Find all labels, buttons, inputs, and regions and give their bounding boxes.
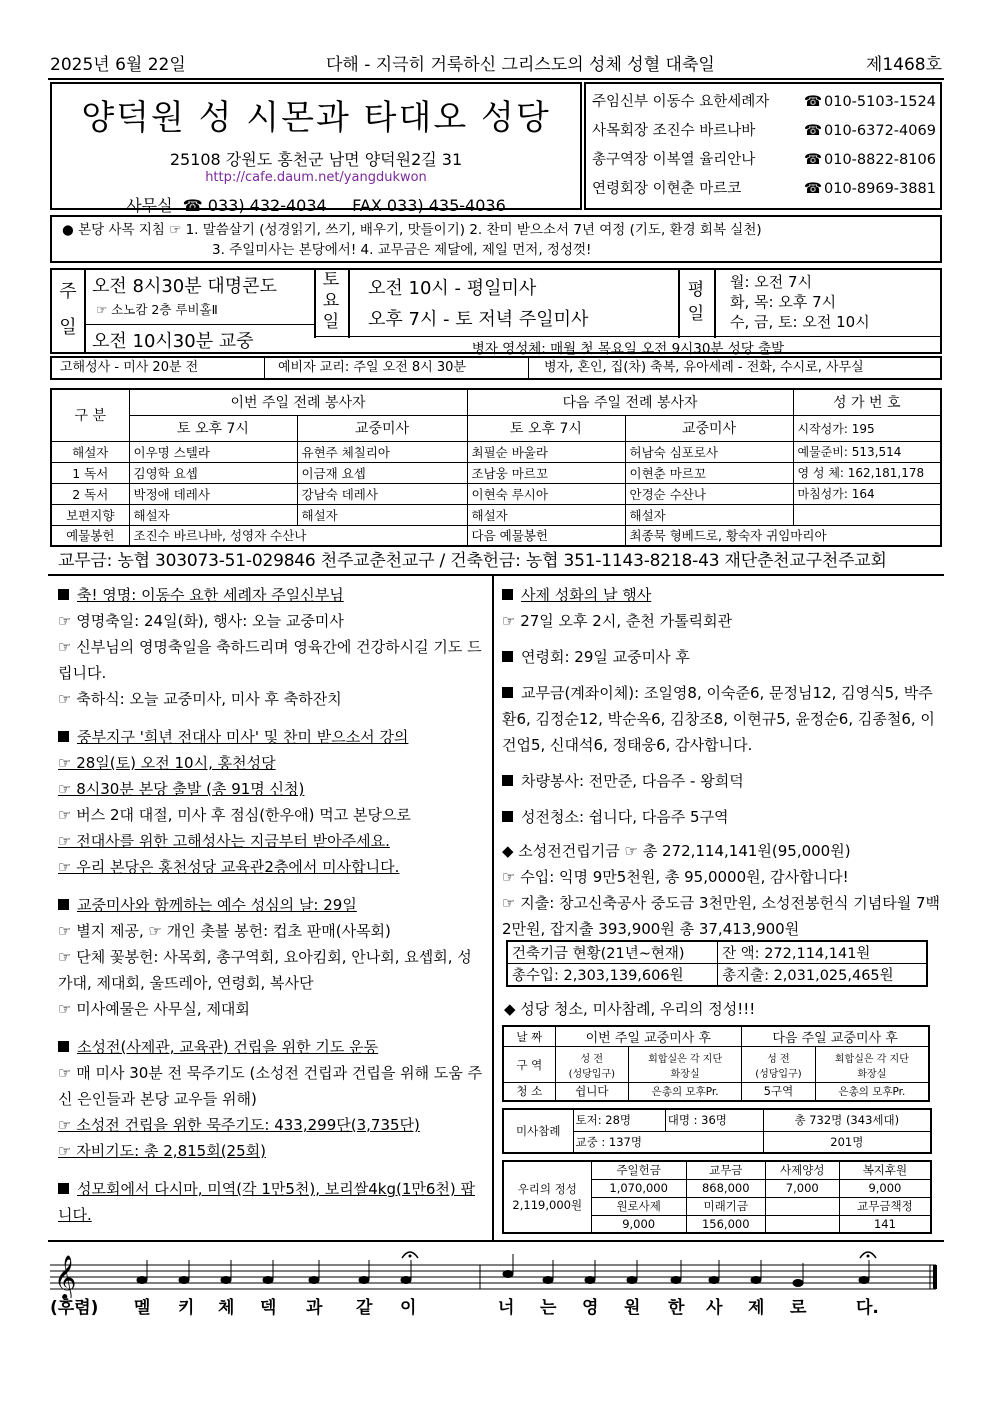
office-phone: 033) 432-4034 bbox=[207, 196, 327, 215]
section-building-fund: ◆ 소성전건립기금 ☞ 총 272,114,141원(95,000원) bbox=[502, 842, 851, 860]
feast-title: 다해 - 지극히 거룩하신 그리스도의 성체 성혈 대축일 bbox=[326, 55, 715, 75]
phone-icon: ☎ bbox=[804, 152, 823, 168]
church-info-box bbox=[50, 82, 582, 215]
section-jubilee: 중부지구 '희년 전대사 미사' 및 찬미 받으소서 강의 bbox=[58, 724, 486, 750]
saturday-label: 토 요 일 bbox=[322, 270, 340, 332]
building-fund-table: 건축기금 현황(21년~현재) 잔 액: 272,114,141원 총수입: 2,303,139,606원 총지출: 2,031,025,465원 bbox=[506, 940, 928, 987]
roster-next-week: 다음 주일 전례 봉사자 bbox=[467, 389, 793, 415]
sunday-mass-2: 오전 10시30분 교중 bbox=[92, 331, 254, 352]
sunday-label: 주 일 bbox=[59, 281, 77, 338]
music-staff bbox=[50, 1248, 942, 1298]
phone-icon: ☎ bbox=[804, 181, 823, 197]
contact-row: 주임신부 이동수 요한세례자 ☎ 010-5103-1524 bbox=[592, 88, 934, 117]
table-row: 예물봉헌 조진수 바르나바, 성영자 수산나 다음 예물봉헌 최종묵 형베드로, 황숙자 귀임마리아 bbox=[51, 525, 941, 546]
phone-icon: ☎ bbox=[182, 196, 203, 215]
saturday-mass-1: 오전 10시 - 평일미사 bbox=[368, 278, 537, 299]
right-column: 사제 성화의 날 행사 ☞ 27일 오후 2시, 춘천 가톨릭회관 연령회: 29일 교중미사 후 교무금(계좌이체): 조일영8, 이숙준6, 문정님12, 김영식5, 박주환6, 김정순12, 박순옥6, 김창조8, 이현규5, 윤정순6, 김종철6, 이건업5, 신대석6, 정태웅6, 감사합니다. 차량봉사: 전만준, 다음주 - 왕희덕 성전청소: 쉽니다, 다음주 5구역 ◆ 소성전건립기금 ☞ 총 272,114,141원(95,000원) ☞ 수입: 익명 9만5천원, 총 95,0000원, 감사합니다! ☞ 지출: 창고신축공사 중도금 3천만원, 소성전봉헌식 기념타월 7백2만원, 잡지출 393,900원 총 37,413,900원 bbox=[502, 582, 942, 942]
section-prayer-campaign: 소성전(사제관, 교육관) 건립을 위한 기도 운동 bbox=[58, 1034, 486, 1060]
phone-icon: ☎ bbox=[804, 123, 823, 139]
hymn-entry: 시작성가: 195 bbox=[793, 415, 941, 441]
music-rule bbox=[48, 1240, 944, 1242]
section-cleaning: 성전청소: 쉽니다, 다음주 5구역 bbox=[502, 804, 942, 830]
header-rule bbox=[48, 78, 944, 80]
sacrament-info bbox=[50, 356, 942, 380]
accounts-rule bbox=[48, 574, 944, 576]
contacts-box bbox=[584, 82, 942, 210]
church-address: 25108 강원도 홍천군 남면 양덕원2길 31 bbox=[169, 150, 463, 169]
pastoral-guidelines bbox=[50, 215, 942, 263]
contact-row: 총구역장 이복열 율리안나 ☎ 010-8822-8106 bbox=[592, 146, 934, 175]
church-website[interactable]: http://cafe.daum.net/yangdukwon bbox=[205, 170, 427, 185]
sick-communion: 병자 영성체: 매월 첫 목요일 오전 9시30분 성당 출발 bbox=[471, 341, 785, 357]
header-bar bbox=[50, 50, 942, 76]
issue-number: 제1468호 bbox=[865, 55, 942, 75]
phone-icon: ☎ bbox=[804, 94, 823, 110]
section-dues: 교무금(계좌이체): 조일영8, 이숙준6, 문정님12, 김영식5, 박주환6, 김정순12, 박순옥6, 김창조8, 이현규5, 윤정순6, 김종철6, 이건업5, 신대석6, 정태웅6, 감사합니다. bbox=[502, 684, 935, 754]
care-title: ◆ 성당 청소, 미사참례, 우리의 정성!!! bbox=[504, 1000, 756, 1018]
table-row: 해설자 이우명 스텔라 유현주 체칠리아 최필순 바울라 허남숙 심포로사 예물준비: 513,514 bbox=[51, 441, 941, 462]
hymn-lyrics: (후렴) 멜 키 체 덱 과 같 이 너 는 영 원 한 사 제 로 다. bbox=[50, 1298, 879, 1318]
section-priest-day: 사제 성화의 날 행사 bbox=[502, 582, 942, 608]
roster-hymn-header: 성 가 번 호 bbox=[793, 389, 941, 415]
table-row: 보편지향 해설자 해설자 해설자 해설자 bbox=[51, 504, 941, 525]
office-label: 사무실 bbox=[126, 196, 173, 215]
left-column: 축! 영명: 이동수 요한 세례자 주일신부님 ☞ 영명축일: 24일(화), 행사: 오늘 교중미사 ☞ 신부님의 영명축일을 축하드리며 영육간에 건강하시길 기도 드립니다. ☞ 축하식: 오늘 교중미사, 미사 후 축하잔치 중부지구 '희년 전대사 미사' 및 찬미 받으소서 강의 ☞ 28일(토) 오전 10시, 홍천성당 ☞ 8시30분 본당 출발 (총 91명 신청) ☞ 버스 2대 대절, 미사 후 점심(한우애) 먹고 본당으로 ☞ 전대사를 위한 고해성사는 지금부터 받아주세요. ☞ 우리 본당은 홍천성당 교육관2층에서 미사합니다. 교중미사와 함께하는 예수 성심의 날: 29일 ☞ 별지 제공, ☞ 개인 촛불 봉헌: 컵초 판매(사목회) ☞ 단체 꽃봉헌: 사목회, 총구역회, 요아킴회, 안나회, 요셉회, 성가대, 제대회, 울뜨레아, 연령회, 복사단 ☞ 미사예물은 사무실, 제대회 소성전(사제관, 교육관) 건립을 위한 기도 운동 ☞ 매 미사 30분 전 묵주기도 (소성전 건립과 건립을 위해 도움 주신 은인들과 본당 교우들 위해) ☞ 소성전 건립을 위한 묵주기도: 433,299단(3,735단) ☞ 자비기도: 총 2,815회(25회) 성모회에서 다시마, 미역(각 1만5천), 보리쌀4kg(1만6천) 팝니다. bbox=[58, 582, 486, 1228]
guideline-line-1: ● 본당 사목 지침 ☞ 1. 말씀살기 (성경읽기, 쓰기, 배우기, 맛들이기) 2. 찬미 받으소서 7년 여정 (기도, 환경 회복 실천) bbox=[62, 222, 762, 238]
guideline-line-2: 3. 주일미사는 본당에서! 4. 교무금은 제달에, 제일 먼저, 정성껏! bbox=[212, 242, 592, 258]
table-row: 2 독서 박정애 데레사 강남숙 데레사 이현숙 루시아 안경순 수산나 마침성가: 164 bbox=[51, 483, 941, 504]
contact-list bbox=[592, 88, 934, 204]
bank-accounts: 교무금: 농협 303073-51-029846 천주교춘천교구 / 건축헌금: 농협 351-1143-8218-43 재단춘천교구천주교회 bbox=[58, 551, 887, 571]
office-contact bbox=[52, 193, 580, 216]
contact-row: 사목회장 조진수 바르나바 ☎ 010-6372-4069 bbox=[592, 117, 934, 146]
section-driver: 차량봉사: 전만준, 다음주 - 왕희덕 bbox=[502, 768, 942, 794]
weekday-schedule: 월: 오전 7시 화, 목: 오후 7시 수, 금, 토: 오전 10시 bbox=[730, 273, 870, 331]
fax-number: FAX 033) 435-4036 bbox=[352, 196, 506, 215]
section-funeral: 연령회: 29일 교중미사 후 bbox=[502, 644, 942, 670]
contact-row: 연령회장 이현춘 마르코 ☎ 010-8969-3881 bbox=[592, 175, 934, 204]
column-divider bbox=[492, 576, 494, 1242]
liturgy-roster: 구 분 이번 주일 전례 봉사자 다음 주일 전례 봉사자 성 가 번 호 토 오후 7시 교중미사 토 오후 7시 교중미사 시작성가: 195 해설자 이우명 스텔라 유현주 체칠리아 최필순 바울라 허남숙 심포로사 예물준비: 513,514 1 독서 김영학 요셉 이금재 요셉 조남웅 마르꼬 이현춘 마르꼬 영 성 체: 162,181,178 2 독서 박정애 데레사 강남숙 데레사 이현숙 루시아 안경순 수산나 마침성가: 164 보편지향 해설자 해설자 해설자 해설자 예물봉헌 조진수 바르나바, 성영자 수산나 다음 예물봉헌 최종묵 형베드로, 황숙자 귀임마리아 bbox=[50, 388, 942, 547]
attendance-table: 미사참례 토저: 28명 대명 : 36명 총 732명 (343세대) 교중 : 137명 201명 bbox=[502, 1108, 932, 1154]
sunday-mass-1: 오전 8시30분 대명콘도 bbox=[92, 276, 277, 297]
confession-info: 고해성사 - 미사 20분 전 bbox=[60, 360, 199, 375]
saturday-mass-2: 오후 7시 - 토 저녁 주일미사 bbox=[368, 309, 589, 330]
roster-col-label: 구 분 bbox=[51, 389, 129, 441]
issue-date: 2025년 6월 22일 bbox=[50, 55, 186, 75]
roster-this-week: 이번 주일 전례 봉사자 bbox=[129, 389, 467, 415]
section-sale: 성모회에서 다시마, 미역(각 1만5천), 보리쌀4kg(1만6천) 팝니다. bbox=[58, 1180, 476, 1224]
section-sacred-heart: 교중미사와 함께하는 예수 성심의 날: 29일 bbox=[58, 892, 486, 918]
section-feast: 축! 영명: 이동수 요한 세례자 주일신부님 bbox=[58, 582, 486, 608]
mass-schedule bbox=[50, 268, 942, 357]
church-name: 양덕원 성 시몬과 타대오 성당 bbox=[81, 98, 551, 138]
cleaning-table: 날 짜 이번 주일 교중미사 후 다음 주일 교중미사 후 구 역 성 전 (성당입구) 회합실은 각 지단 화장실 성 전 (성당입구) 회합실은 각 지단 화장실 청 소 쉽니다 은총의 모후Pr. 5구역 은총의 모후Pr. bbox=[502, 1025, 930, 1102]
catechism-info: 예비자 교리: 주일 오전 8시 30분 bbox=[278, 360, 466, 375]
blessing-info: 병자, 혼인, 집(차) 축복, 유아세례 - 전화, 수시로, 사무실 bbox=[544, 360, 864, 375]
treble-clef-icon: 𝄞 bbox=[54, 1255, 77, 1298]
table-row: 1 독서 김영학 요셉 이금재 요셉 조남웅 마르꼬 이현춘 마르꼬 영 성 체: 162,181,178 bbox=[51, 462, 941, 483]
weekday-label: 평 일 bbox=[687, 280, 705, 324]
offerings-table: 우리의 정성 2,119,000원 주일헌금 교무금 사제양성 복지후원 1,070,000 868,000 7,000 9,000 원로사제 미래기금 교무금책정 9,000 156,000 141 bbox=[502, 1160, 932, 1234]
sunday-mass-1-note: ☞ 소노캄 2층 루비홀Ⅱ bbox=[96, 302, 218, 317]
